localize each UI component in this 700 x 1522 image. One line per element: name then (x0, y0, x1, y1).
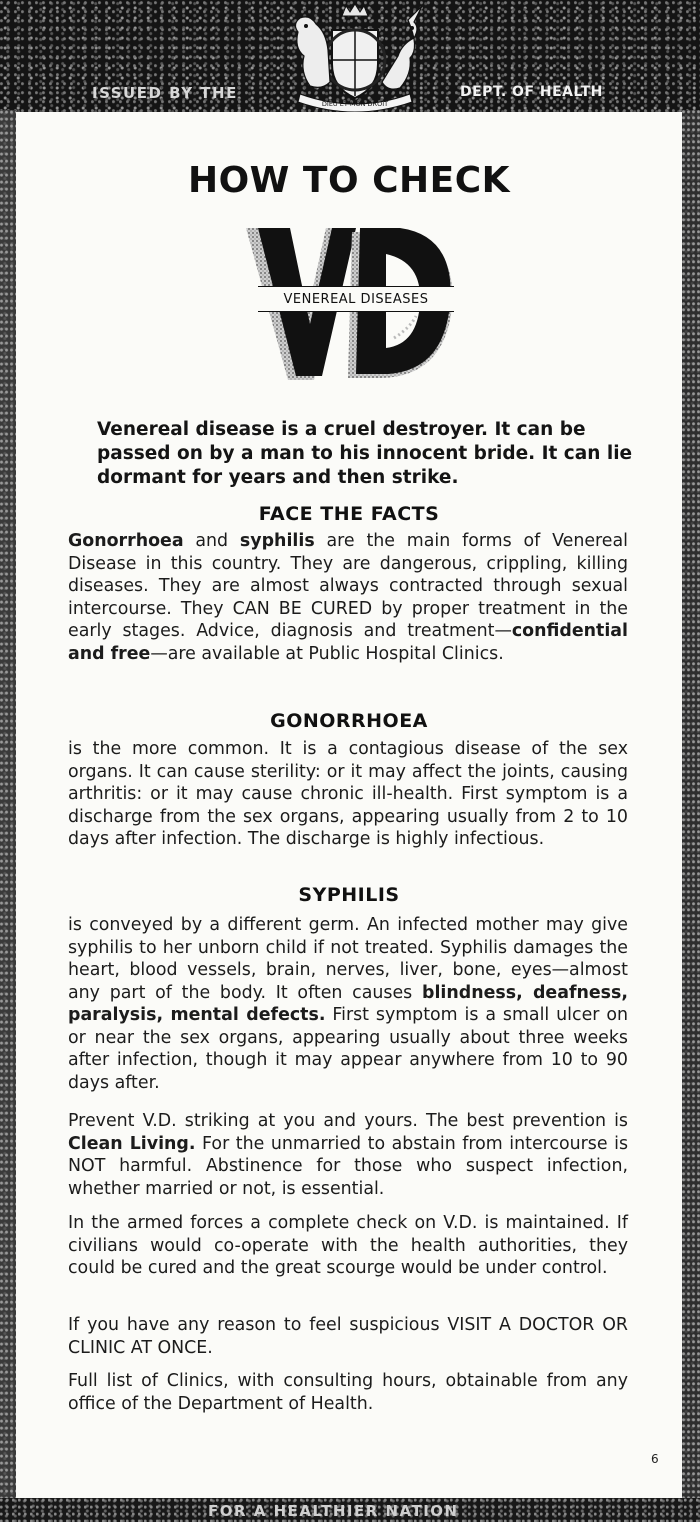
left-border (0, 110, 16, 1502)
text-span: —are available at Public Hospital Clinics. (150, 643, 504, 664)
paragraph-facts (68, 530, 628, 665)
bold-gonorrhoea: Gonorrhoea (68, 531, 184, 551)
paragraph-clinic-list: Full list of Clinics, with consulting hours, obtainable from any office of the Department of Health. (68, 1371, 628, 1414)
page-title: HOW TO CHECK (187, 160, 511, 201)
right-border (682, 110, 700, 1502)
department-label: DEPT. OF HEALTH (460, 84, 603, 100)
text-span: For the unmarried to abstain from intercourse is NOT harmful. Abstinence for those who suspect infection, whether married or not, is essential. (68, 1133, 629, 1199)
paragraph-syphilis (68, 914, 628, 1094)
page-number: 6 (651, 1452, 659, 1466)
paragraph-gonorrhoea: is the more common. It is a contagious disease of the sex organs. It can cause sterility: or it may affect the joints, causing arthritis: or it may cause chronic ill-health. First symptom is a discharge from the sex organs, appearing usually from 2 to 10 days after infection. The discharge is highly infectious. (68, 739, 628, 849)
motto-text: DIEU ET MON DROIT (321, 100, 389, 108)
heading-face-the-facts: FACE THE FACTS (258, 503, 440, 525)
text-span: are the main forms of Venereal Disease in this country. They are dangerous, crippling, killing diseases. They are almost always contracted through sexual intercourse. They CAN BE CURED by proper treatment in the early stages. Advice, diagnosis and treatment— (68, 531, 628, 641)
footer-slogan: FOR A HEALTHIER NATION (208, 1502, 459, 1520)
heading-gonorrhoea: GONORRHOEA (270, 710, 428, 732)
bold-confidential: confidential and free (68, 621, 628, 664)
paragraph-prevention (68, 1110, 628, 1200)
bold-clean-living: Clean Living. (68, 1133, 196, 1154)
text-span: First symptom is a small ulcer on or near the sex organs, appearing usually about three weeks after infection, though it may appear anywhere from 10 to 90 days after. (68, 1005, 628, 1093)
vd-logo-band: VENEREAL DISEASES (258, 286, 454, 312)
text-span: is conveyed by a different germ. An infected mother may give syphilis to her unborn child if not treated. Syphilis damages the heart, blood vessels, brain, nerves, liver, bone, eyes—almost any part of the body. It often causes (68, 915, 628, 1003)
issued-by-label: ISSUED BY THE (92, 84, 238, 102)
royal-coat-of-arms-icon (270, 2, 440, 112)
bold-symptoms: blindness, deafness, paralysis, mental defects. (68, 982, 628, 1025)
paragraph-armed-forces: In the armed forces a complete check on V.D. is maintained. If civilians would co-operate with the health authorities, they could be cured and the great scourge would be under control. (68, 1213, 628, 1278)
text-span: Prevent V.D. striking at you and yours. The best prevention is (68, 1111, 628, 1131)
text-span: and (183, 531, 240, 551)
bold-syphilis: syphilis (239, 531, 315, 551)
intro-statement: Venereal disease is a cruel destroyer. It can be passed on by a man to his innocent bride. It can lie dormant for years and then strike. (97, 419, 633, 488)
paragraph-visit: If you have any reason to feel suspicious VISIT A DOCTOR OR CLINIC AT ONCE. (68, 1315, 628, 1358)
heading-syphilis: SYPHILIS (298, 884, 400, 906)
